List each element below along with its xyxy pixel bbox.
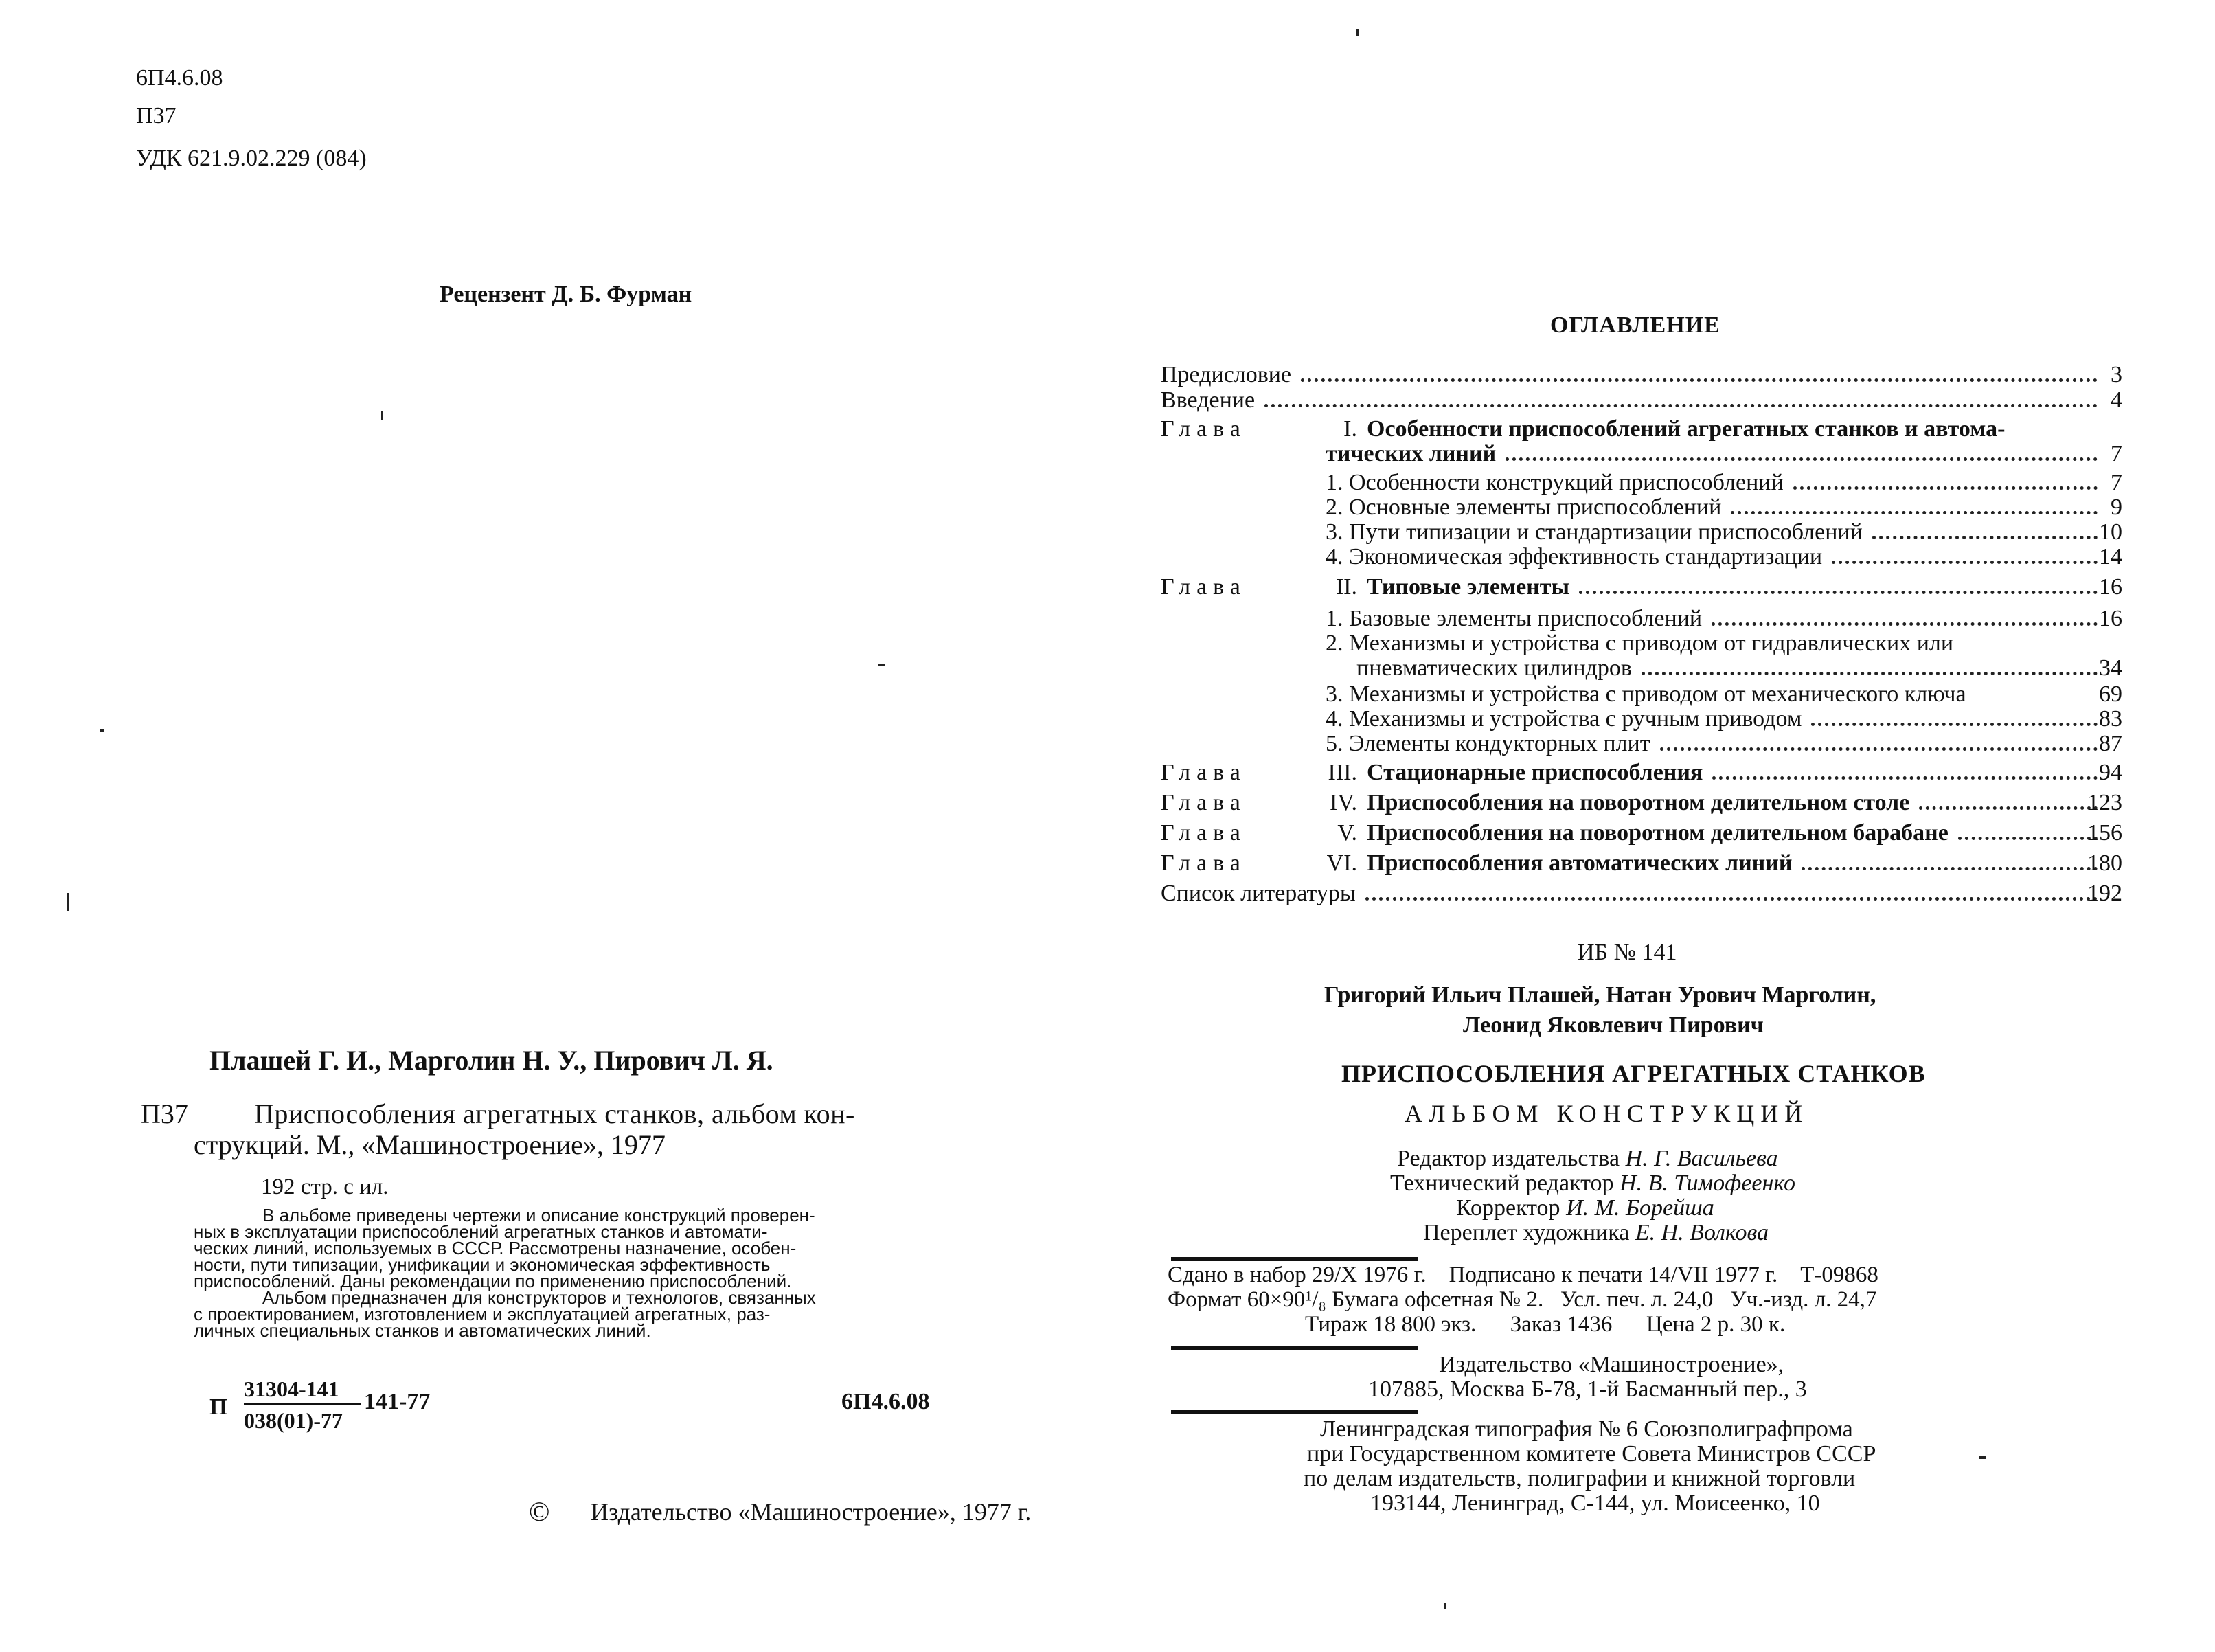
toc-chapter-word: Глава [1161,760,1247,785]
toc-leader [1301,378,2098,382]
toc-section-label: 5. Элементы кондукторных плит [1326,731,1650,756]
toc-entry [1161,387,2122,414]
abstract-line: ных в эксплуатации приспособлений агрегатных станков и автомати- [194,1221,768,1242]
toc-entry-label: Предисловие [1161,362,1292,387]
toc-chapter-word: Глава [1161,820,1247,846]
credit-name: Н. Г. Васильева [1625,1146,1778,1171]
toc-section-label: 4. Экономическая эффективность стандартизации [1326,544,1823,569]
toc-chapter-word: Глава [1161,416,1247,442]
printer-line: Ленинградская типография № 6 Союзполиграфпрома [1320,1416,1853,1442]
toc-section-label: 2. Основные элементы приспособлений [1326,495,1722,520]
credit-role: Переплет художника [1423,1220,1630,1245]
catalog-title-line2: струкций. М., «Машиностроение», 1977 [194,1129,666,1160]
toc-leader [1958,837,2098,840]
toc-section [1326,706,2122,732]
toc-entry-page: 9 [2111,495,2122,520]
toc-leader [1660,747,2098,751]
toc-chapter-number: III. [1328,760,1357,785]
toc-leader [1712,622,2098,626]
toc-chapter [1161,416,2122,442]
fraction-bar [244,1403,361,1405]
divider [1171,1346,1418,1350]
credit-name: И. М. Борейша [1566,1195,1714,1221]
scan-speck [1979,1456,1986,1459]
toc-leader [1811,723,2098,726]
toc-chapter-number: IV. [1330,790,1357,815]
toc-chapter-number: I. [1343,416,1357,442]
toc-chapter-label: Стационарные приспособления [1367,760,1703,785]
credit-role: Корректор [1456,1195,1560,1221]
toc-entry-page: 123 [2087,790,2122,815]
abstract-line: ности, пути типизации, унификации и экономическая эффективность [194,1254,771,1275]
toc-leader [1642,672,2098,675]
toc-entry-label: Список литературы [1161,881,1356,906]
toc-heading: ОГЛАВЛЕНИЕ [1550,313,1720,338]
credit-role: Технический редактор [1390,1170,1614,1196]
printer-line: по делам издательств, полиграфии и книжной торговли [1304,1466,1856,1491]
scan-speck [878,664,885,666]
credit-line [1423,1220,1769,1246]
credit-role: Редактор издательства [1397,1146,1620,1171]
toc-entry-page: 16 [2099,574,2122,600]
toc-section [1326,495,2122,521]
toc-chapter-label: Приспособления автоматических линий [1367,850,1793,876]
printer-line: при Государственном комитете Совета Министров СССР [1307,1441,1876,1467]
abstract-line: с проектированием, изготовлением и эксплуатацией агрегатных, раз- [194,1304,771,1324]
toc-entry-page: 156 [2087,820,2122,846]
imprint-authors-line1: Григорий Ильич Плашей, Натан Урович Марголин, [1324,982,1876,1008]
credit-line [1390,1170,1795,1197]
toc-entry-label: Введение [1161,387,1256,413]
toc-entry-page: 192 [2087,881,2122,906]
toc-section-label: 4. Механизмы и устройства с ручным приводом [1326,706,1802,732]
catalog-card-code: П37 [141,1098,188,1129]
toc-entry [1161,362,2122,388]
toc-entry-page: 69 [2099,681,2122,707]
toc-section-label: 3. Пути типизации и стандартизации приспособлений [1326,519,1863,545]
toc-chapter-word: Глава [1161,574,1247,600]
print-details-line1: Сдано в набор 29/X 1976 г. Подписано к печати 14/VII 1977 г. Т-09868 [1168,1263,1878,1287]
toc-chapter-label: Типовые элементы [1367,574,1569,600]
toc-section [1326,631,2122,657]
index-prefix: П [209,1394,228,1420]
book-subtitle: АЛЬБОМ КОНСТРУКЦИЙ [1405,1100,1809,1127]
toc-section [1326,731,2122,757]
toc-entry-page: 7 [2111,470,2122,495]
toc-leader [1832,561,2098,564]
toc-leader [1919,806,2098,810]
toc-chapter-word: Глава [1161,850,1247,876]
catalog-title-line1: Приспособления агрегатных станков, альбом кон- [254,1098,855,1129]
ib-number: ИБ № 141 [1578,940,1677,965]
toc-entry-page: 87 [2099,731,2122,756]
abstract-line: ческих линий, используемых в СССР. Рассмотрены назначение, особен- [194,1238,797,1258]
copyright: Издательство «Машиностроение», 1977 г. [591,1498,1032,1526]
print-details-line2: Формат 60×90¹/₈ Бумага офсетная № 2. Усл. печ. л. 24,0 Уч.-изд. л. 24,7 [1168,1287,1877,1312]
toc-leader [1802,867,2098,870]
toc-section-continuation [1356,655,2122,681]
toc-entry-page: 7 [2111,441,2122,466]
toc-section [1326,470,2122,496]
toc-entry-page: 4 [2111,387,2122,413]
credit-line [1397,1146,1778,1172]
toc-leader [1579,591,2098,594]
udc-code: УДК 621.9.02.229 (084) [136,146,367,171]
toc-chapter-continuation [1326,441,2122,467]
reviewer: Рецензент Д. Б. Фурман [440,282,692,307]
index-numerator: 31304-141 [244,1377,339,1401]
toc-leader [1872,536,2098,539]
toc-leader [1506,457,2098,461]
toc-section-label-continued: пневматических цилиндров [1356,655,1632,681]
imprint-authors-line2: Леонид Яковлевич Пирович [1463,1012,1764,1038]
toc-section-label: 1. Базовые элементы приспособлений [1326,606,1703,631]
publisher-address: 107885, Москва Б-78, 1-й Басманный пер., 3 [1368,1377,1807,1402]
printer-line: 193144, Ленинград, С-144, ул. Моисеенко, 10 [1370,1491,1820,1516]
toc-chapter-number: VI. [1326,850,1357,876]
toc-chapter [1161,760,2122,786]
toc-section-label: 3. Механизмы и устройства с приводом от механического ключа [1326,681,1966,707]
scan-speck [381,411,383,420]
toc-entry-page: 16 [2099,606,2122,631]
toc-section [1326,606,2122,632]
toc-entry-page: 180 [2087,850,2122,876]
toc-leader [1712,776,2098,780]
book-title: ПРИСПОСОБЛЕНИЯ АГРЕГАТНЫХ СТАНКОВ [1341,1060,1926,1087]
toc-section-label: 2. Механизмы и устройства с приводом от гидравлических или [1326,631,1954,656]
print-details-line3: Тираж 18 800 экз. Заказ 1436 Цена 2 р. 30 к. [1305,1312,1786,1337]
publisher-name: Издательство «Машиностроение», [1439,1352,1784,1377]
toc-leader [1365,897,2098,901]
scan-speck [1444,1603,1446,1609]
catalog-authors: Плашей Г. И., Марголин Н. У., Пирович Л. Я. [209,1045,773,1076]
abstract-line: личных специальных станков и автоматических линий. [194,1320,651,1341]
credit-name: Е. Н. Волкова [1635,1220,1769,1245]
toc-chapter-label-continued: тических линий [1326,441,1497,466]
toc-leader [1793,486,2098,490]
scan-speck [1356,29,1359,36]
toc-leader [1731,511,2098,514]
toc-section [1326,519,2122,545]
toc-entry-page: 14 [2099,544,2122,569]
toc-entry-page: 83 [2099,706,2122,732]
toc-entry-page: 10 [2099,519,2122,545]
toc-chapter-word: Глава [1161,790,1247,815]
catalog-pages: 192 стр. с ил. [261,1175,389,1199]
toc-chapter-label: Приспособления на поворотном делительном столе [1367,790,1910,815]
toc-entry-page: 3 [2111,362,2122,387]
scan-speck [100,729,104,732]
index-code: 6П4.6.08 [841,1389,930,1414]
toc-leader [1264,404,2098,407]
toc-chapter-number: II. [1335,574,1357,600]
toc-chapter [1161,850,2122,876]
toc-chapter [1161,820,2122,846]
index-denominator: 038(01)-77 [244,1408,343,1433]
toc-section [1326,681,2122,708]
abstract-line: приспособлений. Даны рекомендации по применению приспособлений. [194,1271,792,1291]
credit-line [1456,1195,1714,1221]
toc-section-label: 1. Особенности конструкций приспособлений [1326,470,1784,495]
toc-chapter [1161,574,2122,600]
scan-speck [67,893,69,911]
toc-chapter [1161,790,2122,816]
classification-code: 6П4.6.08 [136,65,223,91]
abstract-line: В альбоме приведены чертежи и описание конструкций проверен- [262,1205,815,1225]
abstract-line: Альбом предназначен для конструкторов и технологов, связанных [262,1287,816,1308]
credit-name: Н. В. Тимофеенко [1620,1170,1795,1196]
divider [1171,1257,1418,1261]
divider [1171,1410,1418,1414]
copyright-icon: © [529,1496,550,1527]
index-suffix: 141-77 [364,1389,431,1414]
toc-chapter-label: Приспособления на поворотном делительном барабане [1367,820,1949,846]
toc-entry-page: 94 [2099,760,2122,785]
toc-chapter-label: Особенности приспособлений агрегатных станков и автома- [1367,416,2006,442]
toc-chapter-number: V. [1337,820,1357,846]
toc-section [1326,544,2122,570]
toc-entry [1161,881,2122,907]
toc-entry-page: 34 [2099,655,2122,681]
library-code: П37 [136,103,177,128]
